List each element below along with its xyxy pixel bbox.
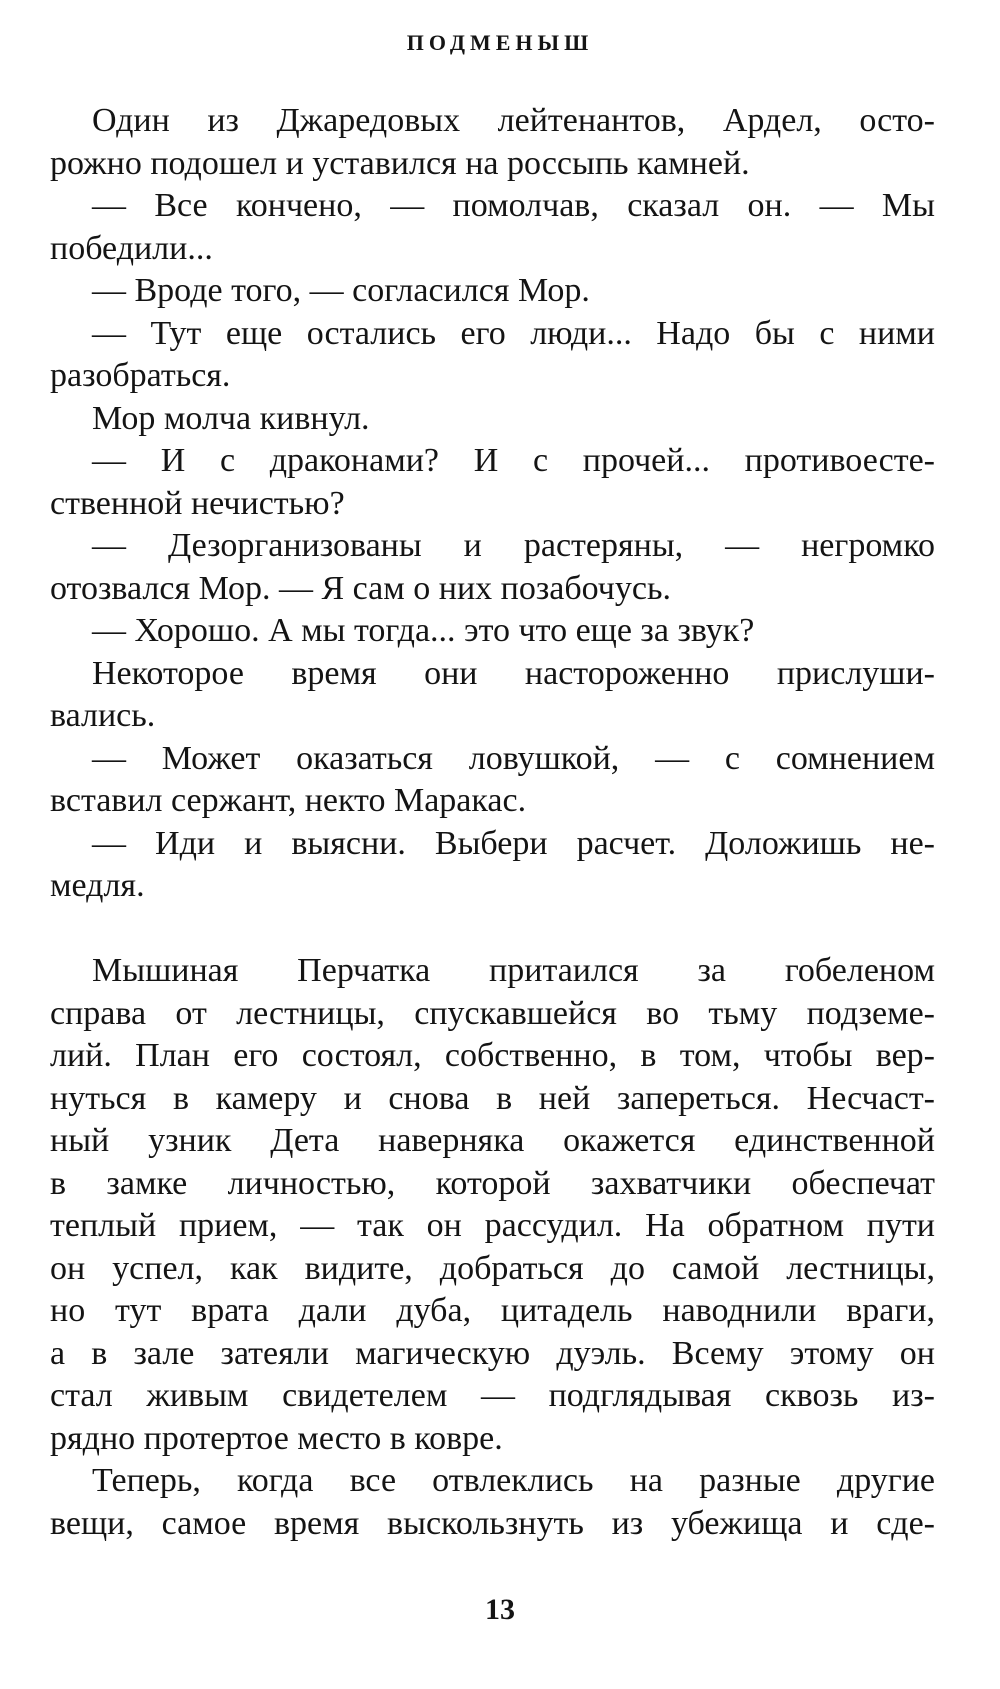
text-line: — Хорошо. А мы тогда... это что еще за звук?	[92, 612, 755, 649]
text-line: Мор молча кивнул.	[92, 399, 370, 437]
text-line: — Иди и выясни. Выбери расчет. Доложишь не-	[92, 824, 935, 862]
text-line: Мышиная Перчатка притаился за гобеленом	[92, 952, 935, 989]
text-line: стал живым свидетелем — подглядывая сквозь из-	[50, 1377, 935, 1414]
text-line: рожно подошел и уставился на россыпь камней.	[50, 144, 750, 182]
text-line: вставил сержант, некто Маракас.	[50, 782, 527, 819]
page-number: 13	[485, 1593, 515, 1626]
body-text	[50, 100, 935, 1545]
text-line: — Все кончено, — помолчав, сказал он. — Мы	[92, 187, 935, 224]
text-line: победили...	[50, 229, 213, 267]
text-line: отозвался Мор. — Я сам о них позабочусь.	[50, 569, 671, 607]
running-head: ПОДМЕНЫШ	[406, 30, 594, 55]
text-line: — И с драконами? И с прочей... противоесте-	[92, 442, 935, 479]
text-line: ный узник Дета наверняка окажется единственной	[50, 1122, 935, 1159]
text-line: справа от лестницы, спускавшейся во тьму подземе-	[50, 994, 935, 1032]
text-line: вались.	[50, 697, 156, 734]
text-line: теплый прием, — так он рассудил. На обратном пути	[50, 1207, 935, 1244]
text-line: нуться в камеру и снова в ней запереться. Несчаст-	[50, 1079, 935, 1117]
text-line: разобраться.	[50, 357, 231, 394]
text-line: медля.	[50, 867, 145, 904]
text-line: а в зале затеяли магическую дуэль. Всему этому он	[50, 1334, 935, 1372]
text-line: но тут врата дали дуба, цитадель наводнили враги,	[50, 1292, 935, 1329]
text-line: — Может оказаться ловушкой, — с сомнением	[92, 739, 935, 777]
text-line: Один из Джаредовых лейтенантов, Ардел, осто-	[92, 102, 935, 139]
text-line: рядно протертое место в ковре.	[50, 1419, 503, 1457]
text-line: лий. План его состоял, собственно, в том, чтобы вер-	[50, 1037, 935, 1074]
text-line: ственной нечистью?	[50, 484, 345, 522]
text-line: — Вроде того, — согласился Мор.	[92, 272, 590, 309]
text-line: он успел, как видите, добраться до самой лестницы,	[50, 1249, 935, 1287]
text-line: в замке личностью, которой захватчики обеспечат	[50, 1164, 935, 1202]
text-line: Некоторое время они настороженно прислуши-	[92, 654, 935, 692]
text-line: Теперь, когда все отвлеклись на разные другие	[92, 1462, 935, 1499]
text-line: — Дезорганизованы и растеряны, — негромко	[92, 527, 935, 564]
section-break	[50, 908, 935, 951]
text-line: — Тут еще остались его люди... Надо бы с ними	[92, 314, 935, 352]
text-line: вещи, самое время выскользнуть из убежища и сде-	[50, 1504, 935, 1542]
